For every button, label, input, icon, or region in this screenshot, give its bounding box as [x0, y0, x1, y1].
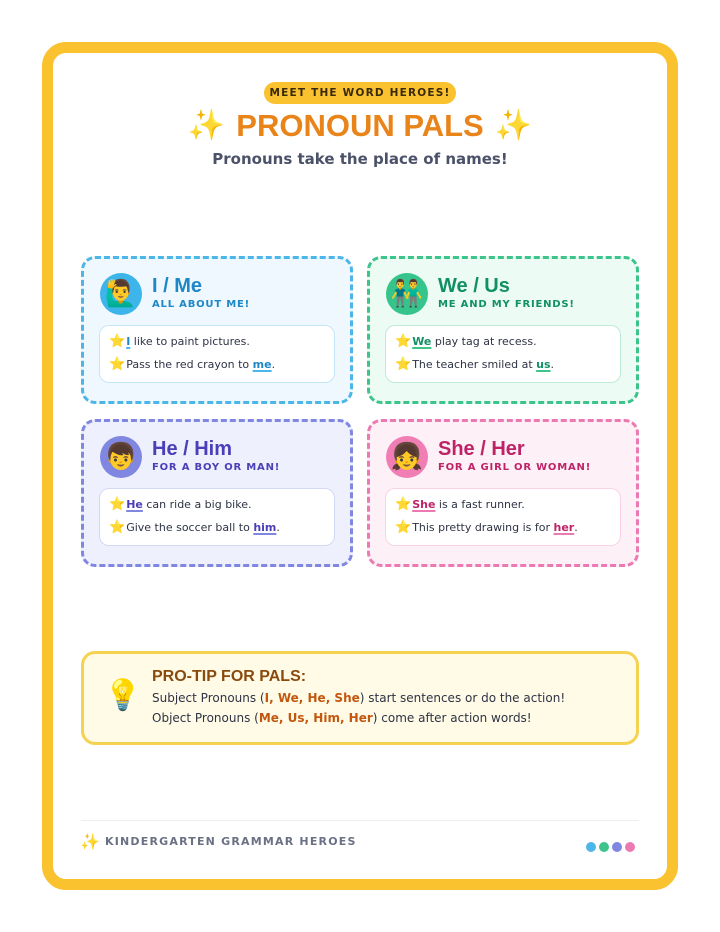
- pronoun-list: I, We, He, She: [264, 691, 360, 705]
- example-sentence: ⭐He can ride a big bike.: [109, 497, 252, 512]
- example-sentence: ⭐I like to paint pictures.: [109, 334, 250, 349]
- star-icon: ⭐: [395, 497, 412, 512]
- card-he-him: [81, 419, 353, 567]
- example-box: [385, 325, 621, 383]
- star-icon: ⭐: [395, 357, 412, 372]
- example-box: [385, 488, 621, 546]
- sparkle-icon: ✨: [187, 108, 226, 143]
- avatar: 👦: [100, 436, 142, 478]
- eyebrow-badge: MEET THE WORD HEROES!: [264, 82, 456, 104]
- pronoun-word: her: [553, 521, 575, 534]
- dot-pink: [625, 842, 635, 852]
- example-sentence: ⭐She is a fast runner.: [395, 497, 525, 512]
- example-sentence: ⭐This pretty drawing is for her.: [395, 520, 578, 535]
- pronoun-word: I: [126, 335, 131, 348]
- avatar: 👧: [386, 436, 428, 478]
- example-sentence: ⭐The teacher smiled at us.: [395, 357, 555, 372]
- card-title: He / Him: [152, 438, 233, 460]
- card-title: She / Her: [438, 438, 525, 460]
- footer-divider: [81, 820, 639, 821]
- star-icon: ⭐: [109, 357, 126, 372]
- card-title: I / Me: [152, 275, 203, 297]
- star-icon: ⭐: [109, 497, 126, 512]
- pronoun-word: me: [252, 358, 272, 371]
- pronoun-list: Me, Us, Him, Her: [258, 711, 373, 725]
- page-subtitle: Pronouns take the place of names!: [212, 150, 508, 168]
- star-icon: ⭐: [395, 520, 412, 535]
- lightbulb-icon: 💡: [104, 678, 142, 713]
- card-subtitle: ALL ABOUT ME!: [152, 299, 250, 310]
- avatar: 👬: [386, 273, 428, 315]
- star-icon: ⭐: [109, 520, 126, 535]
- card-subtitle: ME AND MY FRIENDS!: [438, 299, 575, 310]
- pro-tip-line: Object Pronouns (Me, Us, Him, Her) come after action words!: [152, 711, 532, 725]
- card-she-her: [367, 419, 639, 567]
- dot-blue: [586, 842, 596, 852]
- example-box: [99, 488, 335, 546]
- example-sentence: ⭐Give the soccer ball to him.: [109, 520, 280, 535]
- pronoun-word: He: [126, 498, 143, 511]
- pro-tip-line: Subject Pronouns (I, We, He, She) start sentences or do the action!: [152, 691, 566, 705]
- card-title: We / Us: [438, 275, 510, 297]
- card-subtitle: FOR A BOY OR MAN!: [152, 462, 281, 473]
- dot-green: [599, 842, 609, 852]
- star-icon: ⭐: [109, 334, 126, 349]
- sparkle-icon: ✨: [80, 832, 100, 851]
- sparkle-icon: ✨: [494, 108, 533, 143]
- page-title: PRONOUN PALS: [236, 108, 484, 143]
- example-box: [99, 325, 335, 383]
- avatar: 🙋‍♂️: [100, 273, 142, 315]
- footer-text: KINDERGARTEN GRAMMAR HEROES: [105, 835, 357, 848]
- pronoun-word: him: [253, 521, 277, 534]
- pronoun-word: She: [412, 498, 436, 511]
- example-sentence: ⭐We play tag at recess.: [395, 334, 537, 349]
- color-dots: [586, 837, 638, 847]
- title-row: [0, 106, 720, 146]
- pronoun-word: us: [536, 358, 551, 371]
- example-sentence: ⭐Pass the red crayon to me.: [109, 357, 276, 372]
- card-subtitle: FOR A GIRL OR WOMAN!: [438, 462, 592, 473]
- pronoun-word: We: [412, 335, 432, 348]
- card-we-us: [367, 256, 639, 404]
- pro-tip-title: PRO-TIP FOR PALS:: [152, 668, 307, 685]
- star-icon: ⭐: [395, 334, 412, 349]
- pro-tip-box: [81, 651, 639, 745]
- card-i-me: [81, 256, 353, 404]
- dot-purple: [612, 842, 622, 852]
